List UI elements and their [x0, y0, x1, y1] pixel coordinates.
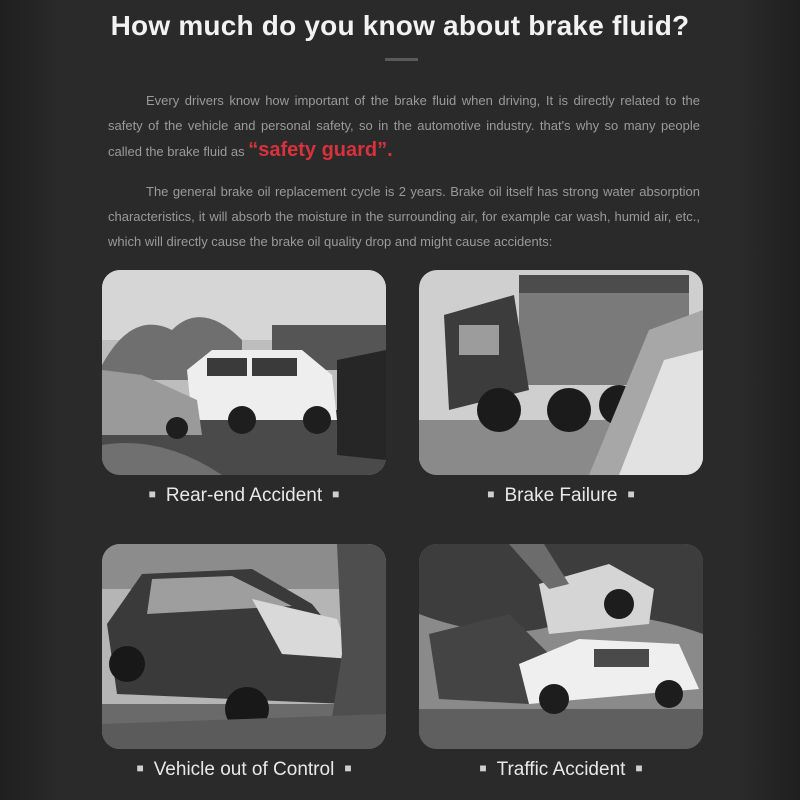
rear-end-accident-photo	[102, 270, 386, 475]
caption-traffic-accident: ■ Traffic Accident ■	[419, 759, 703, 781]
bullet-icon: ■	[635, 761, 643, 775]
caption-vehicle-out-of-control: ■ Vehicle out of Control ■	[102, 759, 386, 781]
vehicle-out-of-control-photo	[102, 544, 386, 749]
title-divider	[385, 58, 418, 61]
intro-paragraph-2	[108, 179, 700, 254]
intro-paragraph-1-text: Every drivers know how important of the brake fluid when driving, It is directly related to the safety of the vehicle and personal safety, so in the automotive industry. that's why so many people called the brake fluid as	[108, 93, 700, 159]
intro-paragraph-2-text: The general brake oil replacement cycle is 2 years. Brake oil itself has strong water absorption characteristics, it will absorb the moisture in the surrounding air, for example car wash, humid air, etc., which will directly cause the brake oil quality drop and might cause accidents:	[108, 184, 700, 249]
traffic-accident-photo	[419, 544, 703, 749]
bullet-icon: ■	[487, 487, 495, 501]
bullet-icon: ■	[627, 487, 635, 501]
bullet-icon: ■	[344, 761, 352, 775]
bullet-icon: ■	[332, 487, 340, 501]
caption-rear-end-accident: ■ Rear-end Accident ■	[102, 485, 386, 507]
intro-paragraph-1	[108, 88, 700, 164]
brake-failure-photo	[419, 270, 703, 475]
bullet-icon: ■	[136, 761, 144, 775]
bullet-icon: ■	[148, 487, 156, 501]
safety-guard-highlight: “safety guard”.	[248, 139, 393, 161]
bullet-icon: ■	[479, 761, 487, 775]
page-title: How much do you know about brake fluid?	[110, 10, 690, 41]
caption-brake-failure: ■ Brake Failure ■	[419, 485, 703, 507]
